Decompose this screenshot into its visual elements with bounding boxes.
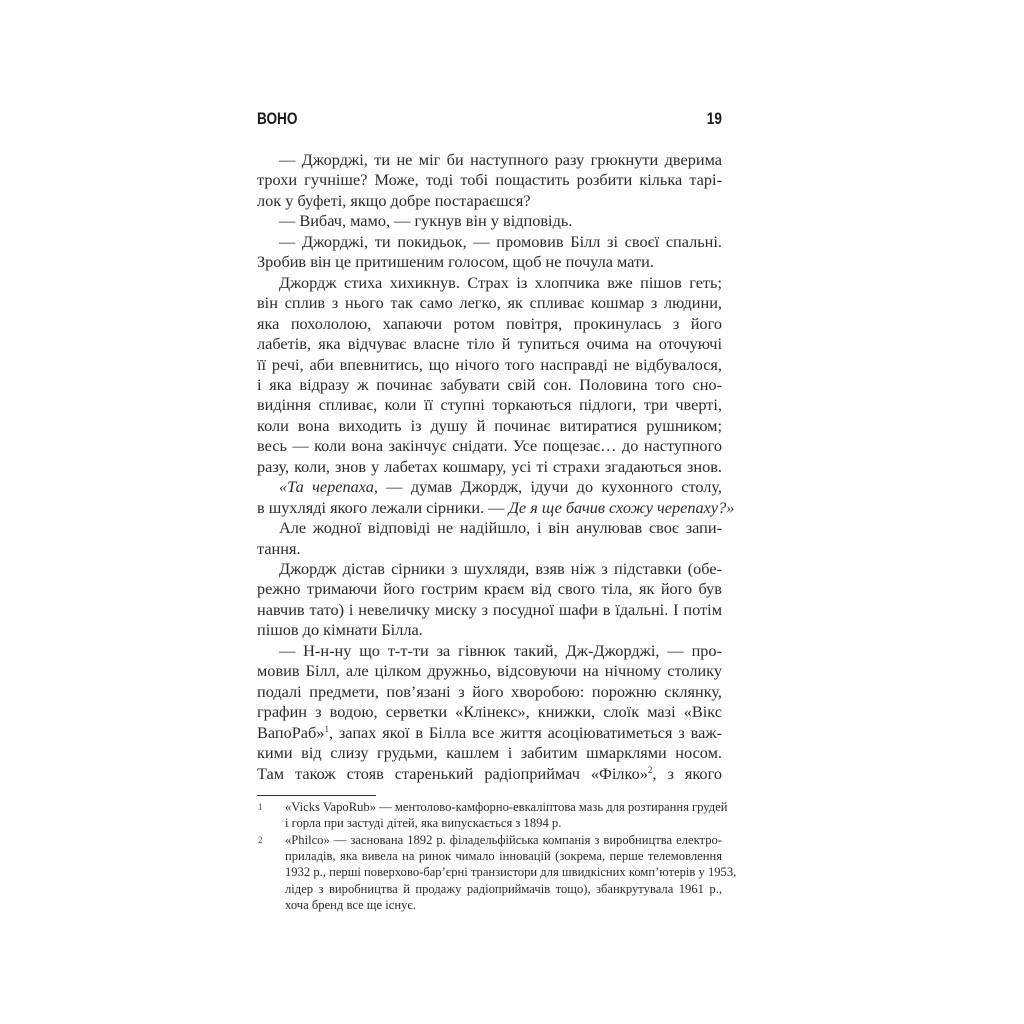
- footnote-line: лідер з виробництва й продажу радіоприймачів тощо), збанкрутувала 1961 р.,: [285, 881, 722, 896]
- text-line: [257, 395, 722, 415]
- text-line: [257, 723, 722, 743]
- text-line: [257, 375, 722, 395]
- text-line: [279, 477, 722, 497]
- text-line: [257, 497, 735, 518]
- text-line: [257, 661, 722, 681]
- text-line: [257, 314, 722, 334]
- text-segment: лок у буфеті, якщо добре постараєшся?: [257, 190, 531, 210]
- page-number: 19: [706, 109, 722, 128]
- text-line: [257, 416, 722, 436]
- text-line: [279, 273, 722, 293]
- text-line: [279, 232, 722, 252]
- text-segment: — думав Джордж, ідучи до кухонного столу,: [377, 477, 722, 497]
- text-segment: мовив Білл, але цілком дружньо, відсовуючи на нічному столику: [257, 661, 722, 681]
- text-line: [257, 600, 722, 620]
- text-segment: яка похололою, хапаючи ротом повітря, прокинулась з його: [257, 313, 722, 333]
- text-segment: трохи гучніше? Може, тоді тобі пощастить розбити кілька тарі-: [257, 170, 722, 190]
- text-line: [257, 355, 722, 375]
- text-line: [257, 743, 722, 763]
- text-segment: весь — коли вона закінчує снідати. Усе пощезає… до наступного: [257, 436, 722, 456]
- text-line: [279, 518, 722, 538]
- text-segment: Джордж дістав сірники з шухляди, взяв ніж з підставки (обе-: [279, 559, 722, 578]
- text-segment: , з якого: [652, 763, 722, 783]
- footnote-line: «Philco» — заснована 1892 р. філадельфійська компанія з виробництва електро-: [285, 832, 722, 847]
- text-segment: кими від слизу грудьми, кашлем і забитим шмарклями носом.: [257, 743, 722, 763]
- text-segment: — Джорджі, ти покидьок, — промовив Білл зі своєї спальні.: [279, 231, 722, 251]
- text-line: [279, 559, 722, 579]
- footnote-line: «Vicks VapoRub» — ментолово-камфорно-евкаліптова мазь для розтирання грудей: [285, 800, 728, 814]
- text-line: [257, 252, 722, 272]
- text-line: [279, 211, 722, 231]
- text-segment: режно тримаючи його гострим краєм від свого тіла, як його був: [257, 579, 722, 599]
- text-segment: — Джорджі, ти не міг би наступного разу грюкнути дверима: [279, 150, 722, 169]
- footnote-line: 1932 р., перші поверхово-бар’єрні транзистори для швидкісних комп’ютерів у 1953,: [285, 865, 737, 880]
- text-line: [257, 457, 722, 477]
- text-line: [257, 682, 722, 702]
- text-line: [257, 620, 722, 640]
- text-segment: — Вибач, мамо, — гукнув він у відповідь.: [279, 211, 573, 231]
- text-segment: тання.: [257, 538, 301, 558]
- text-line: [257, 293, 722, 313]
- text-segment: видіння спливає, коли її ступні торкаються підлоги, три чверті,: [257, 395, 722, 415]
- text-line: [257, 579, 722, 599]
- text-line: [257, 191, 722, 211]
- text-segment: лабетів, яка відчуває власне тіло й тупиться очима на оточуючі: [257, 334, 722, 354]
- text-segment: і яка відразу ж починає забувати свій сон. Половина того сно-: [257, 374, 722, 394]
- text-segment: Але жодної відповіді не надійшло, і він анулював своє запи-: [279, 518, 722, 538]
- text-segment: в шухляді якого лежали сірники. —: [257, 497, 509, 517]
- text-segment: , запах якої в Білла все життя асоціюватиметься з важ-: [328, 722, 722, 742]
- text-segment: її речі, аби впевнитись, що нічого того насправді не відбувалося,: [257, 354, 722, 374]
- text-line: [257, 436, 722, 456]
- footnote-separator: [257, 795, 376, 796]
- text-line: [257, 539, 722, 559]
- text-segment: — Н-н-ну що т-т-ти за гівнюк такий, Дж-Джорджі, — про-: [279, 640, 722, 660]
- text-line: [279, 150, 722, 170]
- text-segment: коли вона виходить із душу й починає витиратися рушником;: [257, 415, 722, 435]
- text-segment: Зробив він це притишеним голосом, щоб не почула мати.: [257, 252, 654, 272]
- footnote-ref: 2: [647, 764, 653, 775]
- text-segment: Там також стояв старенький радіоприймач «Філко»: [257, 763, 648, 783]
- text-segment: графин з водою, серветки «Клінекс», книжки, слоїк мазі «Вікс: [257, 702, 722, 722]
- footnote-number: 2: [258, 834, 263, 845]
- text-segment: він сплив з нього так само легко, як спливає кошмар з людини,: [257, 293, 722, 313]
- footnote-ref: 1: [324, 723, 329, 734]
- text-line: [257, 170, 722, 190]
- text-segment: разу, коли, знов у лабетах кошмару, усі ті страхи згадаються знов.: [257, 456, 722, 476]
- text-line: [257, 764, 722, 784]
- text-segment: ВапоРаб»: [257, 722, 325, 742]
- footnote-number: 1: [258, 802, 263, 812]
- italic-text: Де я ще бачив схожу черепаху?»: [508, 497, 735, 517]
- italic-text: «Та черепаха,: [279, 477, 378, 497]
- footnote-line: і горла при застуді дітей, яка випускається з 1894 р.: [285, 816, 562, 831]
- text-line: [279, 641, 722, 661]
- text-line: [257, 334, 722, 354]
- footnote-line: приладів, яка вивела на ринок чимало інновацій (зокрема, перше телемовлення: [285, 848, 722, 863]
- text-segment: навчив тато) і невеличку миску з посудної шафи в їдальні. І потім: [257, 599, 722, 619]
- text-segment: Джордж стиха хихикнув. Страх із хлопчика вже пішов геть;: [279, 272, 722, 292]
- text-line: [257, 702, 722, 722]
- text-segment: подалі предмети, пов’язані з його хворобою: порожню склянку,: [257, 681, 722, 701]
- text-segment: пішов до кімнати Білла.: [257, 620, 423, 640]
- running-title: ВОНО: [257, 109, 298, 128]
- footnote-line: хоча бренд все ще існує.: [285, 897, 416, 912]
